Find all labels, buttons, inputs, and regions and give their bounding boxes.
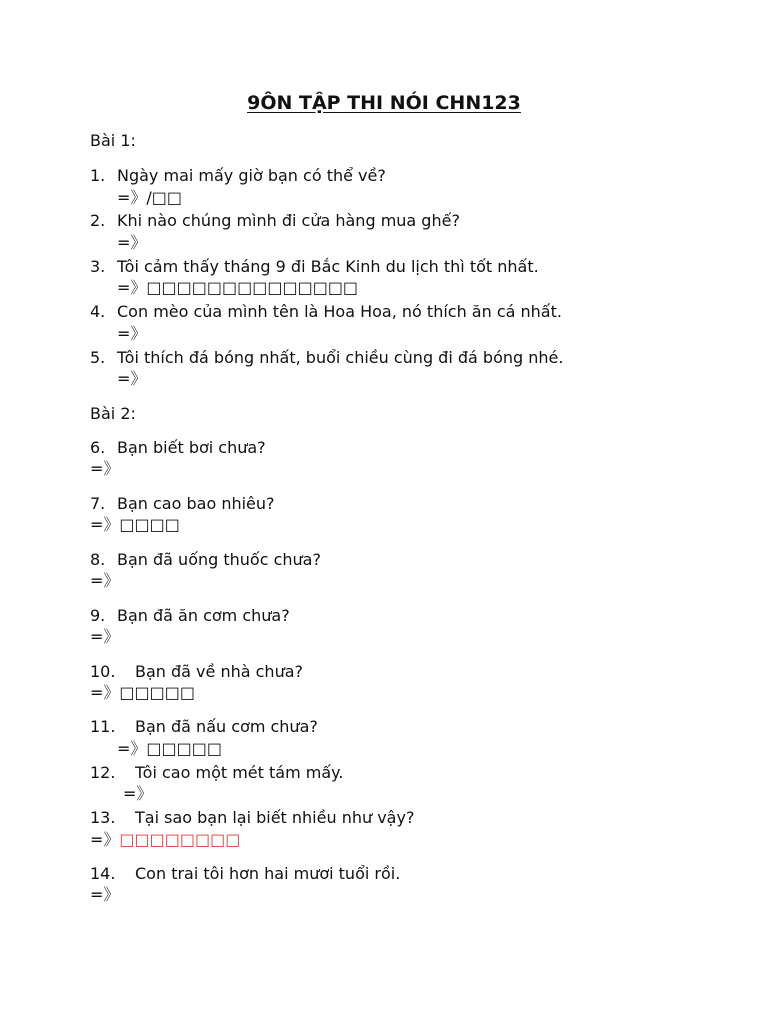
- answer-5: =》: [117, 369, 147, 388]
- answer-1: =》/□□: [117, 188, 183, 207]
- question-text: Bạn đã ăn cơm chưa?: [117, 606, 290, 625]
- question-8: [90, 550, 321, 570]
- question-2: [90, 211, 460, 231]
- answer-10: =》□□□□□: [90, 683, 195, 702]
- answer-highlighted-text: □□□□□□□□: [119, 830, 241, 849]
- question-text: Con trai tôi hơn hai mươi tuổi rồi.: [135, 864, 401, 883]
- answer-6: =》: [90, 459, 120, 478]
- question-13: [90, 808, 414, 828]
- question-number: 11.: [90, 717, 116, 736]
- question-text: Ngày mai mấy giờ bạn có thể về?: [117, 166, 386, 185]
- answer-14: =》: [90, 885, 120, 904]
- question-number: 9.: [90, 606, 106, 625]
- section-2-heading: Bài 2:: [90, 404, 136, 423]
- question-text: Con mèo của mình tên là Hoa Hoa, nó thích ăn cá nhất.: [117, 302, 562, 321]
- question-6: [90, 438, 266, 458]
- question-number: 12.: [90, 763, 116, 782]
- answer-13: [90, 830, 240, 850]
- question-5: [90, 348, 563, 368]
- question-3: [90, 257, 539, 277]
- document-title: 9ÔN TẬP THI NÓI CHN123: [247, 92, 521, 114]
- answer-9: =》: [90, 627, 120, 646]
- question-text: Khi nào chúng mình đi cửa hàng mua ghế?: [117, 211, 460, 230]
- question-number: 14.: [90, 864, 116, 883]
- question-number: 5.: [90, 348, 106, 367]
- question-text: Bạn đã uống thuốc chưa?: [117, 550, 321, 569]
- answer-4: =》: [117, 324, 147, 343]
- question-14: [90, 864, 400, 884]
- question-text: Tại sao bạn lại biết nhiều như vậy?: [135, 808, 415, 827]
- answer-prefix: =》: [90, 830, 120, 849]
- question-number: 1.: [90, 166, 106, 185]
- question-12: [90, 763, 343, 783]
- question-text: Bạn đã về nhà chưa?: [135, 662, 303, 681]
- question-text: Tôi cao một mét tám mấy.: [135, 763, 344, 782]
- question-number: 13.: [90, 808, 116, 827]
- question-text: Bạn biết bơi chưa?: [117, 438, 266, 457]
- question-text: Tôi thích đá bóng nhất, buổi chiều cùng đi đá bóng nhé.: [117, 348, 564, 367]
- question-4: [90, 302, 562, 322]
- question-9: [90, 606, 290, 626]
- question-number: 8.: [90, 550, 106, 569]
- question-number: 10.: [90, 662, 116, 681]
- answer-8: =》: [90, 571, 120, 590]
- question-11: [90, 717, 318, 737]
- answer-7: =》□□□□: [90, 515, 180, 534]
- answer-12: =》: [123, 784, 153, 803]
- answer-2: =》: [117, 233, 147, 252]
- answer-11: =》□□□□□: [117, 739, 222, 758]
- question-text: Bạn cao bao nhiêu?: [117, 494, 275, 513]
- question-text: Tôi cảm thấy tháng 9 đi Bắc Kinh du lịch thì tốt nhất.: [117, 257, 539, 276]
- question-number: 2.: [90, 211, 106, 230]
- question-10: [90, 662, 303, 682]
- question-number: 6.: [90, 438, 106, 457]
- question-number: 7.: [90, 494, 106, 513]
- question-number: 3.: [90, 257, 106, 276]
- section-1-heading: Bài 1:: [90, 131, 136, 150]
- answer-3: =》□□□□□□□□□□□□□□: [117, 278, 359, 297]
- question-1: [90, 166, 386, 186]
- question-7: [90, 494, 275, 514]
- question-number: 4.: [90, 302, 106, 321]
- question-text: Bạn đã nấu cơm chưa?: [135, 717, 318, 736]
